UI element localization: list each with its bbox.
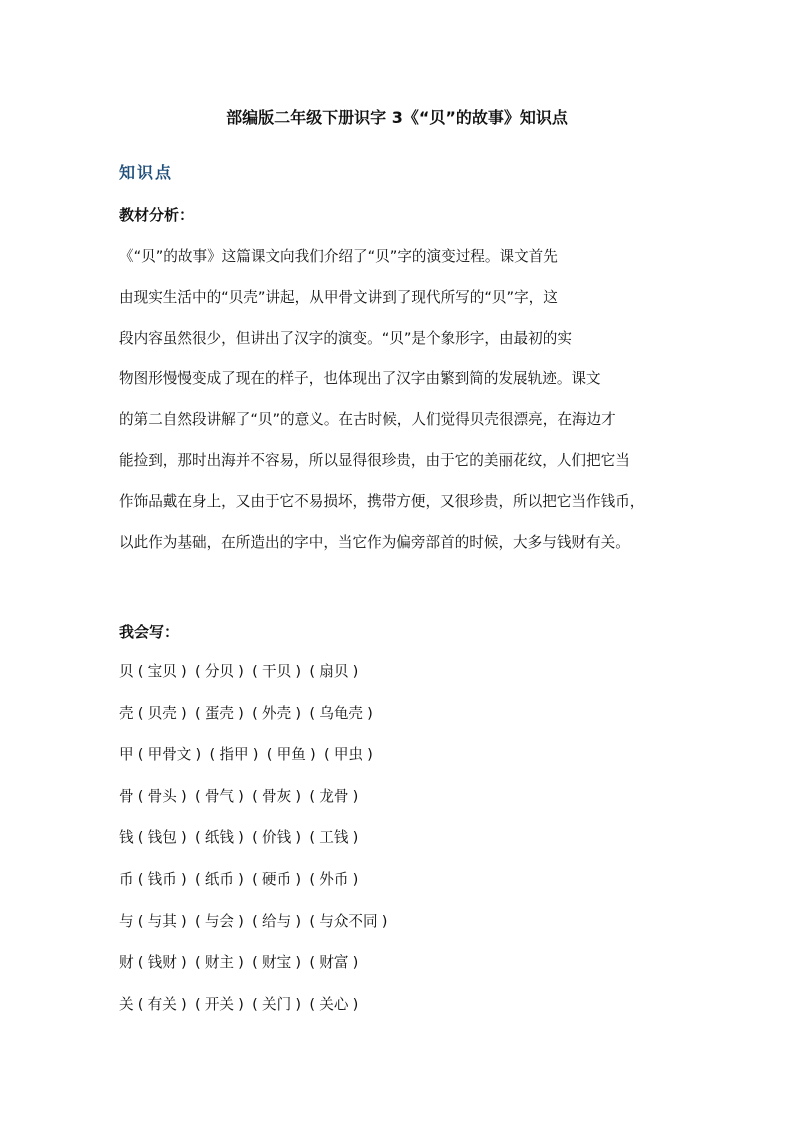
close-paren: ) <box>180 829 187 847</box>
open-paren: ( <box>194 704 201 722</box>
word-entry: 骨气 <box>204 787 235 805</box>
close-paren: ) <box>180 995 187 1013</box>
open-paren: ( <box>194 663 201 680</box>
open-paren: ( <box>252 954 258 972</box>
paragraph-line: 以此作为基础，在所造出的字中，当它作为偏旁部首的时候，大多与钱财有关。 <box>119 533 630 551</box>
word-row <box>119 782 679 824</box>
close-paren: ) <box>352 787 359 805</box>
open-paren: ( <box>137 995 144 1013</box>
close-paren: ) <box>180 912 187 930</box>
word-entry: 外币 <box>319 870 349 888</box>
word-entry: 甲鱼 <box>276 746 306 764</box>
open-paren: ( <box>194 829 201 847</box>
word-row-character: 贝 <box>119 663 134 680</box>
close-paren: ) <box>295 829 302 847</box>
close-paren: ) <box>352 954 359 972</box>
close-paren: ) <box>295 912 302 930</box>
open-paren: ( <box>194 787 201 805</box>
word-entry: 与众不同 <box>319 912 378 930</box>
paragraph-line: 作饰品戴在身上，又由于它不易损坏，携带方便，又很珍贵，所以把它当作钱币， <box>119 492 645 510</box>
word-list <box>119 657 679 1031</box>
word-entry: 与其 <box>147 912 177 930</box>
word-entry: 甲骨文 <box>147 746 192 764</box>
word-entry: 财宝 <box>262 954 292 972</box>
close-paren: ) <box>238 704 244 722</box>
paragraph-line: 物图形慢慢变成了现在的样子，也体现出了汉字由繁到简的发展轨迹。课文 <box>119 370 601 388</box>
word-entry: 钱币 <box>147 870 177 888</box>
word-row-character: 钱 <box>119 829 134 847</box>
open-paren: ( <box>266 746 273 764</box>
open-paren: ( <box>252 704 258 722</box>
word-entry: 骨头 <box>147 787 177 805</box>
paragraph-line: 《“贝”的故事》这篇课文向我们介绍了“贝”字的演变过程。课文首先 <box>119 248 558 265</box>
word-entry: 钱财 <box>147 954 177 972</box>
word-row <box>119 657 679 699</box>
open-paren: ( <box>137 954 144 972</box>
word-row-character: 壳 <box>119 704 134 722</box>
open-paren: ( <box>309 912 316 930</box>
close-paren: ) <box>238 912 244 930</box>
close-paren: ) <box>295 954 302 972</box>
open-paren: ( <box>309 829 316 847</box>
close-paren: ) <box>367 746 373 764</box>
document-title: 部编版二年级下册识字 3《“贝”的故事》知识点 <box>226 108 568 127</box>
close-paren: ) <box>309 746 316 764</box>
close-paren: ) <box>352 663 359 680</box>
word-entry: 贝壳 <box>147 704 177 722</box>
word-entry: 宝贝 <box>147 663 177 680</box>
close-paren: ) <box>295 995 302 1013</box>
writing-heading: 我会写： <box>119 623 180 641</box>
word-row <box>119 823 679 865</box>
word-entry: 纸币 <box>204 870 235 888</box>
open-paren: ( <box>137 829 144 847</box>
word-row-character: 币 <box>119 870 134 888</box>
word-entry: 开关 <box>204 995 235 1013</box>
open-paren: ( <box>252 870 258 888</box>
word-entry: 骨灰 <box>262 787 292 805</box>
close-paren: ) <box>195 746 202 764</box>
word-entry: 甲虫 <box>333 746 364 764</box>
close-paren: ) <box>180 663 187 680</box>
open-paren: ( <box>194 912 201 930</box>
word-row <box>119 990 679 1032</box>
word-entry: 硬币 <box>262 870 292 888</box>
open-paren: ( <box>137 704 144 722</box>
word-row <box>119 699 679 741</box>
close-paren: ) <box>238 787 244 805</box>
word-entry: 分贝 <box>204 663 235 680</box>
open-paren: ( <box>252 912 258 930</box>
close-paren: ) <box>180 870 187 888</box>
word-row <box>119 907 679 949</box>
open-paren: ( <box>209 746 216 764</box>
open-paren: ( <box>252 995 258 1013</box>
open-paren: ( <box>194 995 201 1013</box>
close-paren: ) <box>352 995 359 1013</box>
open-paren: ( <box>323 746 330 764</box>
paragraph-line: 能捡到，那时出海并不容易，所以显得很珍贵，由于它的美丽花纹，人们把它当 <box>119 451 630 469</box>
section-heading-knowledge-points: 知识点 <box>119 163 174 182</box>
word-row <box>119 948 679 990</box>
word-entry: 给与 <box>262 912 292 930</box>
word-entry: 与会 <box>204 912 235 930</box>
word-entry: 外壳 <box>262 704 292 722</box>
word-entry: 工钱 <box>319 829 349 847</box>
open-paren: ( <box>137 912 144 930</box>
open-paren: ( <box>309 995 316 1013</box>
open-paren: ( <box>194 870 201 888</box>
close-paren: ) <box>252 746 259 764</box>
word-entry: 关心 <box>319 995 349 1013</box>
close-paren: ) <box>238 995 244 1013</box>
word-row <box>119 740 679 782</box>
paragraph-line: 由现实生活中的“贝壳”讲起，从甲骨文讲到了现代所写的“贝”字，这 <box>119 288 558 306</box>
word-entry: 龙骨 <box>319 787 349 805</box>
word-entry: 指甲 <box>219 746 249 764</box>
word-entry: 价钱 <box>262 829 292 847</box>
close-paren: ) <box>381 912 388 930</box>
close-paren: ) <box>295 663 302 680</box>
word-row-character: 关 <box>119 995 134 1013</box>
close-paren: ) <box>180 954 187 972</box>
close-paren: ) <box>238 954 244 972</box>
close-paren: ) <box>238 829 244 847</box>
close-paren: ) <box>295 704 302 722</box>
word-entry: 钱包 <box>147 829 177 847</box>
word-entry: 关门 <box>262 995 292 1013</box>
open-paren: ( <box>252 829 258 847</box>
analysis-heading: 教材分析： <box>119 206 195 224</box>
word-entry: 财富 <box>319 954 349 972</box>
paragraph-line: 段内容虽然很少，但讲出了汉字的演变。“贝”是个象形字，由最初的实 <box>119 329 572 347</box>
open-paren: ( <box>137 870 144 888</box>
word-entry: 蛋壳 <box>204 704 235 722</box>
open-paren: ( <box>309 787 316 805</box>
word-row-character: 甲 <box>119 746 134 764</box>
open-paren: ( <box>137 663 144 680</box>
open-paren: ( <box>137 746 144 764</box>
close-paren: ) <box>367 704 373 722</box>
close-paren: ) <box>180 704 187 722</box>
open-paren: ( <box>309 704 316 722</box>
open-paren: ( <box>194 954 201 972</box>
open-paren: ( <box>309 663 316 680</box>
close-paren: ) <box>352 870 359 888</box>
open-paren: ( <box>309 954 316 972</box>
analysis-paragraph <box>119 242 679 568</box>
word-entry: 有关 <box>147 995 177 1013</box>
open-paren: ( <box>309 870 316 888</box>
open-paren: ( <box>137 787 144 805</box>
close-paren: ) <box>238 663 244 680</box>
word-entry: 扇贝 <box>319 663 349 680</box>
open-paren: ( <box>252 787 258 805</box>
paragraph-line: 的第二自然段讲解了“贝”的意义。在古时候，人们觉得贝壳很漂亮，在海边才 <box>119 411 616 429</box>
close-paren: ) <box>295 787 302 805</box>
word-row-character: 骨 <box>119 787 134 805</box>
close-paren: ) <box>180 787 187 805</box>
word-entry: 干贝 <box>262 663 292 680</box>
word-row <box>119 865 679 907</box>
close-paren: ) <box>352 829 359 847</box>
word-entry: 财主 <box>204 954 235 972</box>
word-row-character: 与 <box>119 912 134 930</box>
close-paren: ) <box>238 870 244 888</box>
open-paren: ( <box>252 663 258 680</box>
word-entry: 纸钱 <box>204 829 235 847</box>
word-row-character: 财 <box>119 954 134 972</box>
close-paren: ) <box>295 870 302 888</box>
word-entry: 乌龟壳 <box>319 704 364 722</box>
